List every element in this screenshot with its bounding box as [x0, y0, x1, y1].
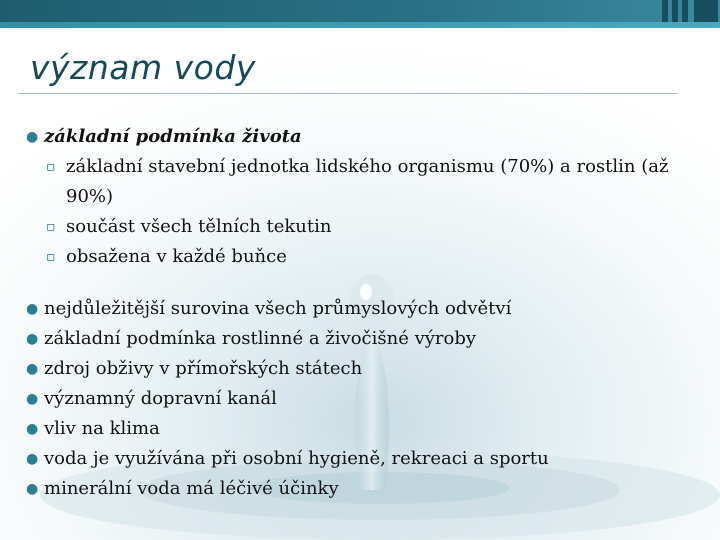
corner-decoration — [660, 0, 720, 28]
bullet-icon: ● — [26, 331, 39, 347]
bullet-icon: ● — [26, 451, 39, 467]
list-item — [22, 414, 682, 444]
list-item — [22, 384, 682, 414]
square-bullet-icon: ▫ — [46, 249, 56, 265]
bullet-icon: ● — [26, 481, 39, 497]
list-item-text: voda je využívána při osobní hygieně, rekreaci a sportu — [44, 448, 549, 469]
list-item-text: vliv na klima — [44, 418, 160, 439]
list-item-text: minerální voda má léčivé účinky — [44, 478, 339, 499]
list-item — [22, 324, 682, 354]
list-item — [22, 122, 682, 152]
title-underline — [18, 93, 678, 94]
sub-item-text: součást všech tělních tekutin — [66, 216, 332, 237]
list-item — [22, 444, 682, 474]
bullet-icon: ● — [26, 361, 39, 377]
list-item — [22, 294, 682, 324]
bullet-icon: ● — [26, 421, 39, 437]
list-item — [22, 354, 682, 384]
bullet-icon: ● — [26, 129, 39, 145]
bullet-icon: ● — [26, 391, 39, 407]
bullet-list — [22, 122, 682, 504]
square-bullet-icon: ▫ — [46, 219, 56, 235]
list-item-text: nejdůležitější surovina všech průmyslových odvětví — [44, 298, 512, 319]
list-item-text: zdroj obživy v přímořských státech — [44, 358, 363, 379]
bullet-icon: ● — [26, 301, 39, 317]
sub-item-text: základní stavební jednotka lidského organismu (70%) a rostlin (až 90%) — [66, 156, 669, 207]
list-item-text: významný dopravní kanál — [44, 388, 277, 409]
sub-list-item — [22, 212, 682, 242]
slide-title: význam vody — [30, 48, 256, 87]
sub-item-text: obsažena v každé buňce — [66, 246, 287, 267]
main-point-label: základní podmínka života — [44, 126, 302, 147]
sub-list-item — [22, 152, 682, 212]
header-stripe — [0, 22, 720, 28]
sub-list-item — [22, 242, 682, 272]
list-item-text: základní podmínka rostlinné a živočišné výroby — [44, 328, 477, 349]
list-item — [22, 474, 682, 504]
square-bullet-icon: ▫ — [46, 159, 56, 175]
